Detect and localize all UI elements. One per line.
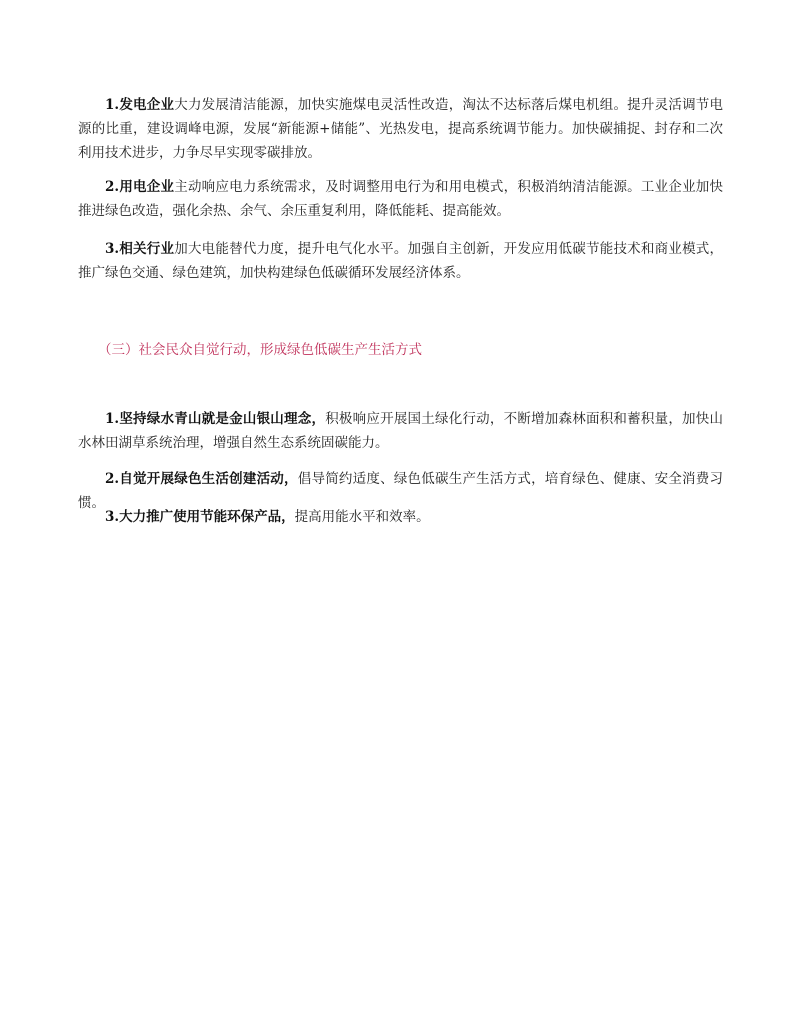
paragraph-green-mountains	[78, 407, 723, 455]
paragraph-lead: 1.发电企业	[105, 97, 175, 113]
paragraph-text: 积极响应开展国土绿化行动，不断增加森林面积和蓄积量，加快山水林田湖草系统治理，增强自然生态系统固碳能力。	[78, 411, 724, 451]
paragraph-lead: 2.用电企业	[105, 179, 175, 195]
paragraph-lead: 3.大力推广使用节能环保产品，	[105, 509, 295, 525]
paragraph-related-industries	[78, 237, 723, 285]
paragraph-energy-saving-products	[78, 505, 723, 529]
paragraph-text: 倡导简约适度、绿色低碳生产生活方式，培育绿色、健康、安全消费习惯。	[78, 471, 724, 511]
paragraph-power-consumers	[78, 175, 723, 223]
paragraph-lead: 3.相关行业	[105, 241, 175, 257]
section-heading: （三）社会民众自觉行动，形成绿色低碳生产生活方式	[98, 342, 422, 358]
paragraph-text: 加大电能替代力度，提升电气化水平。加强自主创新，开发应用低碳节能技术和商业模式，推广绿色交通、绿色建筑，加快构建绿色低碳循环发展经济体系。	[78, 241, 724, 281]
paragraph-text: 提高用能水平和效率。	[294, 509, 430, 525]
paragraph-power-generation	[78, 93, 723, 165]
paragraph-text: 大力发展清洁能源，加快实施煤电灵活性改造，淘汰不达标落后煤电机组。提升灵活调节电源的比重，建设调峰电源，发展“新能源+储能”、光热发电，提高系统调节能力。加快碳捕捉、封存和二次利用技术进步，力争尽早实现零碳排放。	[78, 97, 724, 161]
paragraph-lead: 2.自觉开展绿色生活创建活动，	[105, 471, 298, 487]
paragraph-text: 主动响应电力系统需求，及时调整用电行为和用电模式，积极消纳清洁能源。工业企业加快推进绿色改造，强化余热、余气、余压重复利用，降低能耗、提高能效。	[78, 179, 724, 219]
paragraph-lead: 1.坚持绿水青山就是金山银山理念，	[105, 411, 326, 427]
